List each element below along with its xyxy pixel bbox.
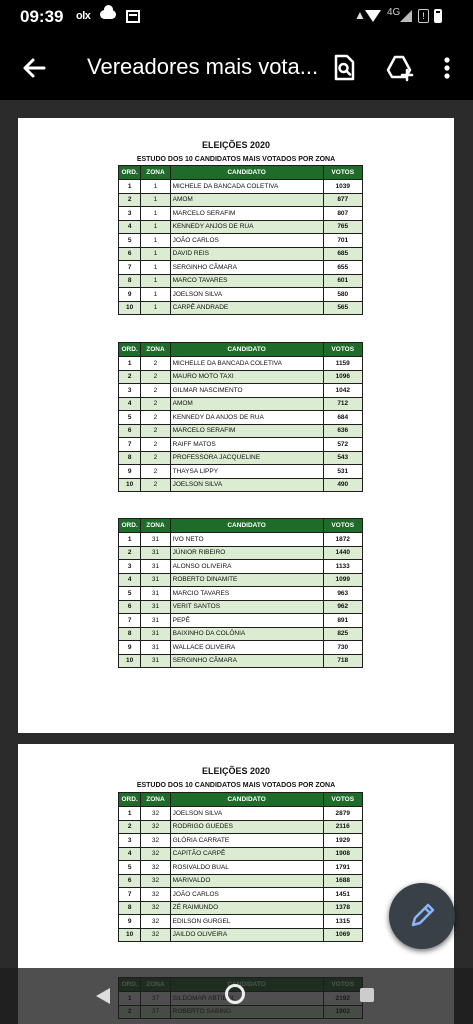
cell-zona: 2 — [141, 478, 170, 492]
table-row — [119, 928, 363, 942]
cell-candidato: DAVID REIS — [170, 247, 323, 261]
table-row — [119, 654, 363, 668]
cell-votos: 1099 — [323, 573, 363, 587]
cell-votos: 891 — [323, 614, 363, 628]
cell-ord: 1 — [119, 807, 141, 821]
cell-ord: 3 — [119, 834, 141, 848]
edit-fab-button[interactable] — [389, 883, 455, 949]
cell-votos: 701 — [323, 234, 363, 248]
cell-ord: 1 — [119, 180, 141, 194]
cell-votos: 718 — [323, 654, 363, 668]
cell-votos: 712 — [323, 397, 363, 411]
battery-icon — [434, 9, 442, 23]
cell-zona: 32 — [141, 847, 170, 861]
cell-votos: 765 — [323, 220, 363, 234]
cell-zona: 31 — [141, 560, 170, 574]
cell-zona: 31 — [141, 600, 170, 614]
cell-candidato: MAURO MOTO TAXI — [170, 370, 323, 384]
edit-pencil-icon — [389, 883, 455, 949]
table-row — [119, 478, 363, 492]
cell-zona: 31 — [141, 533, 170, 547]
table-header-row — [119, 166, 363, 180]
table-header-row — [119, 343, 363, 357]
page-title: ELEIÇÕES 2020 — [201, 140, 271, 150]
header-ord: ORD. — [119, 166, 141, 180]
cell-zona: 31 — [141, 641, 170, 655]
cell-candidato: RODRIGO GUEDES — [170, 820, 323, 834]
table-row — [119, 357, 363, 371]
cell-ord: 4 — [119, 847, 141, 861]
cell-candidato: WALLACE OLIVEIRA — [170, 641, 323, 655]
cell-zona: 32 — [141, 888, 170, 902]
cell-votos: 1872 — [323, 533, 363, 547]
cell-ord: 9 — [119, 465, 141, 479]
cell-candidato: JAILDO OLIVEIRA — [170, 928, 323, 942]
table-row — [119, 587, 363, 601]
cell-votos: 962 — [323, 600, 363, 614]
table-row — [119, 207, 363, 221]
cell-ord: 7 — [119, 261, 141, 275]
cell-votos: 1133 — [323, 560, 363, 574]
cell-votos: 2116 — [323, 820, 363, 834]
cell-ord: 8 — [119, 274, 141, 288]
cell-ord: 2 — [119, 370, 141, 384]
cell-candidato: EDILSON GURGEL — [170, 915, 323, 929]
table-row — [119, 370, 363, 384]
table-row — [119, 301, 363, 315]
cell-ord: 8 — [119, 451, 141, 465]
cell-candidato: MICHELE DA BANCADA COLETIVA — [170, 180, 323, 194]
cell-ord: 10 — [119, 928, 141, 942]
cell-zona: 2 — [141, 397, 170, 411]
cell-votos: 1378 — [323, 901, 363, 915]
cell-ord: 3 — [119, 384, 141, 398]
cell-candidato: ROSIVALDO BUAL — [170, 861, 323, 875]
cell-candidato: VERIT SANTOS — [170, 600, 323, 614]
cell-ord: 6 — [119, 600, 141, 614]
cell-votos: 1096 — [323, 370, 363, 384]
cell-ord: 7 — [119, 614, 141, 628]
cell-ord: 10 — [119, 301, 141, 315]
header-candidato: CANDIDATO — [170, 343, 323, 357]
table-row — [119, 807, 363, 821]
header-votos: VOTOS — [323, 166, 363, 180]
cell-candidato: KENNEDY DA ANJOS DE RUA — [170, 411, 323, 425]
cell-candidato: ROBERTO DINAMITE — [170, 573, 323, 587]
cell-votos: 1042 — [323, 384, 363, 398]
table-row — [119, 180, 363, 194]
cell-ord: 8 — [119, 901, 141, 915]
cell-zona: 2 — [141, 357, 170, 371]
cell-candidato: ZÉ RAIMUNDO — [170, 901, 323, 915]
cell-zona: 1 — [141, 207, 170, 221]
cell-zona: 32 — [141, 928, 170, 942]
table-row — [119, 411, 363, 425]
header-votos: VOTOS — [323, 519, 363, 533]
cell-votos: 572 — [323, 438, 363, 452]
cell-candidato: JOÃO CARLOS — [170, 888, 323, 902]
cell-zona: 31 — [141, 654, 170, 668]
cell-zona: 32 — [141, 834, 170, 848]
header-zona: ZONA — [141, 343, 170, 357]
table-row — [119, 915, 363, 929]
cell-candidato: SERGINHO CÂMARA — [170, 654, 323, 668]
cell-zona: 1 — [141, 247, 170, 261]
table-row — [119, 600, 363, 614]
cell-candidato: THAYSA LIPPY — [170, 465, 323, 479]
table-row — [119, 560, 363, 574]
cell-ord: 10 — [119, 478, 141, 492]
table-row — [119, 247, 363, 261]
table-row — [119, 220, 363, 234]
header-zona: ZONA — [141, 166, 170, 180]
cell-ord: 1 — [119, 533, 141, 547]
cell-zona: 2 — [141, 465, 170, 479]
page-subtitle: ESTUDO DOS 10 CANDIDATOS MAIS VOTADOS POR ZONA — [136, 782, 336, 789]
cell-ord: 10 — [119, 654, 141, 668]
cell-zona: 31 — [141, 614, 170, 628]
cell-zona: 31 — [141, 587, 170, 601]
cell-votos: 730 — [323, 641, 363, 655]
cell-votos: 601 — [323, 274, 363, 288]
status-bar — [0, 0, 473, 36]
cell-ord: 5 — [119, 587, 141, 601]
cell-candidato: AMOM — [170, 397, 323, 411]
table-row — [119, 901, 363, 915]
cell-zona: 2 — [141, 438, 170, 452]
cell-candidato: ALONSO OLIVEIRA — [170, 560, 323, 574]
table-row — [119, 641, 363, 655]
cell-ord: 5 — [119, 861, 141, 875]
results-table-zona-1 — [118, 165, 363, 315]
cell-candidato: CARPÊ ANDRADE — [170, 301, 323, 315]
table-row — [119, 384, 363, 398]
cell-ord: 2 — [119, 820, 141, 834]
cell-votos: 531 — [323, 465, 363, 479]
nav-home-icon[interactable] — [225, 984, 245, 1004]
cell-candidato: RAIFF MATOS — [170, 438, 323, 452]
cell-ord: 5 — [119, 411, 141, 425]
signal-icon: ▲ — [354, 8, 366, 22]
cell-zona: 1 — [141, 274, 170, 288]
cell-candidato: MICHELLE DA BANCADA COLETIVA — [170, 357, 323, 371]
document-title: Vereadores mais vota... — [87, 54, 319, 79]
cell-zona: 32 — [141, 861, 170, 875]
header-zona: ZONA — [141, 519, 170, 533]
cell-ord: 6 — [119, 874, 141, 888]
table-row — [119, 234, 363, 248]
table-row — [119, 834, 363, 848]
cell-votos: 2879 — [323, 807, 363, 821]
cell-votos: 1451 — [323, 888, 363, 902]
back-arrow-icon[interactable] — [18, 52, 50, 84]
table-row — [119, 424, 363, 438]
cell-zona: 1 — [141, 301, 170, 315]
alert-icon: ! — [418, 9, 429, 23]
table-row — [119, 820, 363, 834]
cell-zona: 1 — [141, 193, 170, 207]
cell-candidato: SERGINHO CÂMARA — [170, 261, 323, 275]
cell-votos: 490 — [323, 478, 363, 492]
header-zona: ZONA — [141, 793, 170, 807]
header-candidato: CANDIDATO — [170, 519, 323, 533]
cell-candidato: AMOM — [170, 193, 323, 207]
cell-votos: 685 — [323, 247, 363, 261]
cell-zona: 2 — [141, 384, 170, 398]
cell-zona: 1 — [141, 234, 170, 248]
header-ord: ORD. — [119, 343, 141, 357]
cell-ord: 6 — [119, 424, 141, 438]
cell-zona: 32 — [141, 915, 170, 929]
table-row — [119, 193, 363, 207]
cell-ord: 7 — [119, 438, 141, 452]
cell-zona: 32 — [141, 807, 170, 821]
table-row — [119, 438, 363, 452]
table-row — [119, 274, 363, 288]
header-candidato: CANDIDATO — [170, 166, 323, 180]
cell-ord: 1 — [119, 357, 141, 371]
header-votos: VOTOS — [323, 343, 363, 357]
cell-candidato: PROFESSORA JACQUELINE — [170, 451, 323, 465]
calendar-icon — [126, 10, 140, 23]
cell-votos: 1440 — [323, 546, 363, 560]
cell-votos: 807 — [323, 207, 363, 221]
results-table-zona-31 — [118, 518, 363, 668]
cell-zona: 2 — [141, 424, 170, 438]
add-to-drive-icon[interactable] — [383, 52, 415, 84]
table-row — [119, 465, 363, 479]
cell-votos: 1908 — [323, 847, 363, 861]
cell-ord: 6 — [119, 247, 141, 261]
table-row — [119, 627, 363, 641]
results-table-zona-2 — [118, 342, 363, 492]
cell-candidato: GILMAR NASCIMENTO — [170, 384, 323, 398]
page-subtitle: ESTUDO DOS 10 CANDIDATOS MAIS VOTADOS POR ZONA — [136, 156, 336, 163]
cell-candidato: MARCELO SERAFIM — [170, 207, 323, 221]
cell-votos: 684 — [323, 411, 363, 425]
table-row — [119, 614, 363, 628]
cell-votos: 1688 — [323, 874, 363, 888]
table-row — [119, 288, 363, 302]
cell-ord: 3 — [119, 207, 141, 221]
cell-candidato: MARCELO SERAFIM — [170, 424, 323, 438]
table-row — [119, 573, 363, 587]
find-in-page-icon[interactable] — [328, 52, 360, 84]
cell-zona: 1 — [141, 288, 170, 302]
cell-candidato: IVO NETO — [170, 533, 323, 547]
cell-votos: 655 — [323, 261, 363, 275]
cell-zona: 31 — [141, 573, 170, 587]
status-time: 09:39 — [20, 7, 64, 26]
cell-zona: 32 — [141, 874, 170, 888]
page-title: ELEIÇÕES 2020 — [201, 766, 271, 776]
cell-ord: 9 — [119, 641, 141, 655]
cell-zona: 1 — [141, 261, 170, 275]
cell-zona: 2 — [141, 370, 170, 384]
cell-ord: 7 — [119, 888, 141, 902]
cell-ord: 5 — [119, 234, 141, 248]
header-votos: VOTOS — [323, 793, 363, 807]
cell-ord: 4 — [119, 397, 141, 411]
cell-zona: 32 — [141, 820, 170, 834]
cell-zona: 31 — [141, 546, 170, 560]
cell-candidato: CAPITÃO CARPÊ — [170, 847, 323, 861]
table-row — [119, 847, 363, 861]
cell-votos: 565 — [323, 301, 363, 315]
header-ord: ORD. — [119, 519, 141, 533]
cell-zona: 2 — [141, 451, 170, 465]
cell-ord: 4 — [119, 573, 141, 587]
cell-votos: 1315 — [323, 915, 363, 929]
header-ord: ORD. — [119, 793, 141, 807]
app-bar — [0, 36, 473, 100]
cell-zona: 31 — [141, 627, 170, 641]
cell-ord: 3 — [119, 560, 141, 574]
navigation-bar — [0, 968, 473, 1024]
cell-signal-icon — [400, 10, 412, 22]
cell-zona: 32 — [141, 901, 170, 915]
table-row — [119, 888, 363, 902]
cell-zona: 2 — [141, 411, 170, 425]
cell-votos: 636 — [323, 424, 363, 438]
cell-candidato: MARCO TAVARES — [170, 274, 323, 288]
table-row — [119, 874, 363, 888]
cell-candidato: MARIVALDO — [170, 874, 323, 888]
cell-votos: 1929 — [323, 834, 363, 848]
table-row — [119, 861, 363, 875]
cell-candidato: KENNEDY ANJOS DE RUA — [170, 220, 323, 234]
cell-votos: 543 — [323, 451, 363, 465]
table-row — [119, 261, 363, 275]
cell-ord: 4 — [119, 220, 141, 234]
olx-notification-icon: olx — [76, 10, 91, 22]
table-header-row — [119, 519, 363, 533]
cell-ord: 8 — [119, 627, 141, 641]
table-row — [119, 397, 363, 411]
more-vert-icon[interactable] — [433, 52, 465, 84]
cell-candidato: BAIXINHO DA COLÔNIA — [170, 627, 323, 641]
cell-ord: 9 — [119, 915, 141, 929]
table-row — [119, 546, 363, 560]
cell-votos: 580 — [323, 288, 363, 302]
cell-zona: 1 — [141, 180, 170, 194]
cell-votos: 1791 — [323, 861, 363, 875]
cell-candidato: JOÃO CARLOS — [170, 234, 323, 248]
wifi-icon — [365, 10, 381, 22]
cell-votos: 1159 — [323, 357, 363, 371]
table-row — [119, 451, 363, 465]
cell-votos: 825 — [323, 627, 363, 641]
cell-candidato: MARCIO TAVARES — [170, 587, 323, 601]
cell-candidato: JOELSON SILVA — [170, 478, 323, 492]
cell-candidato: JOELSON SILVA — [170, 807, 323, 821]
cell-candidato: JOELSON SILVA — [170, 288, 323, 302]
cell-votos: 1039 — [323, 180, 363, 194]
table-header-row — [119, 793, 363, 807]
header-candidato: CANDIDATO — [170, 793, 323, 807]
cell-candidato: PEPÊ — [170, 614, 323, 628]
cell-votos: 963 — [323, 587, 363, 601]
cell-ord: 2 — [119, 546, 141, 560]
cloud-icon — [100, 10, 116, 19]
nav-back-icon[interactable] — [96, 988, 110, 1004]
cell-candidato: GLÓRIA CARRATE — [170, 834, 323, 848]
cell-zona: 1 — [141, 220, 170, 234]
table-row — [119, 533, 363, 547]
cell-votos: 877 — [323, 193, 363, 207]
cell-candidato: JÚNIOR RIBEIRO — [170, 546, 323, 560]
pdf-page-1 — [18, 118, 454, 733]
nav-recents-icon[interactable] — [360, 988, 374, 1002]
network-type: 4G — [387, 7, 401, 18]
cell-votos: 1069 — [323, 928, 363, 942]
cell-ord: 2 — [119, 193, 141, 207]
results-table-zona-32 — [118, 792, 363, 942]
cell-ord: 9 — [119, 288, 141, 302]
